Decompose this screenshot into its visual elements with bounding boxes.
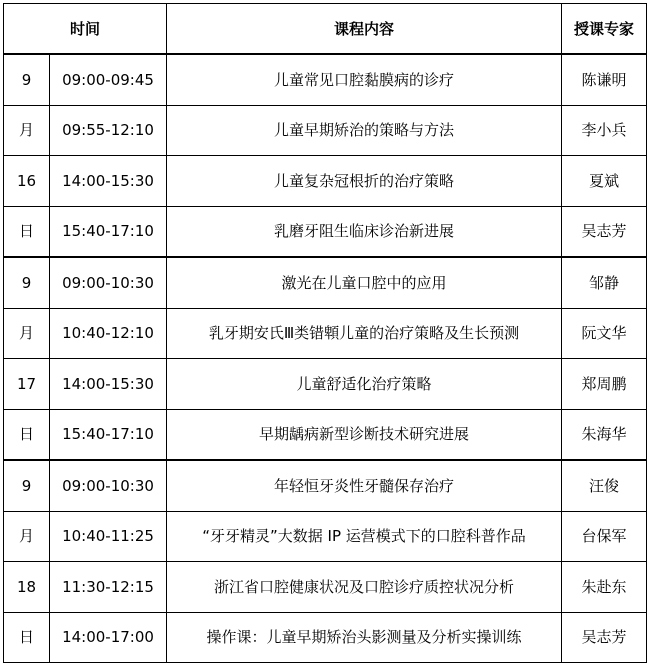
date-char: 月 [4, 308, 50, 359]
table-row [4, 206, 647, 257]
table-row [4, 612, 647, 663]
header-course: 课程内容 [167, 4, 562, 55]
time-cell: 15:40-17:10 [50, 206, 167, 257]
expert-cell: 陈谦明 [562, 54, 647, 105]
table-row [4, 54, 647, 105]
table-row [4, 359, 647, 410]
date-char: 月 [4, 105, 50, 156]
course-cell: 浙江省口腔健康状况及口腔诊疗质控状况分析 [167, 562, 562, 613]
time-cell: 14:00-15:30 [50, 359, 167, 410]
header-time: 时间 [4, 4, 167, 55]
table-row [4, 562, 647, 613]
course-cell: 儿童常见口腔黏膜病的诊疗 [167, 54, 562, 105]
table-row [4, 511, 647, 562]
expert-cell: 朱赴东 [562, 562, 647, 613]
course-cell: 乳牙期安氏Ⅲ类错䫌儿童的治疗策略及生长预测 [167, 308, 562, 359]
time-cell: 14:00-17:00 [50, 612, 167, 663]
table-row [4, 460, 647, 511]
date-char: 16 [4, 156, 50, 207]
table-row [4, 257, 647, 308]
date-char: 17 [4, 359, 50, 410]
time-cell: 09:55-12:10 [50, 105, 167, 156]
time-cell: 09:00-10:30 [50, 460, 167, 511]
course-cell: 儿童舒适化治疗策略 [167, 359, 562, 410]
expert-cell: 吴志芳 [562, 206, 647, 257]
time-cell: 15:40-17:10 [50, 409, 167, 460]
date-char: 9 [4, 54, 50, 105]
date-char: 18 [4, 562, 50, 613]
expert-cell: 台保军 [562, 511, 647, 562]
header-expert: 授课专家 [562, 4, 647, 55]
expert-cell: 汪俊 [562, 460, 647, 511]
table-row [4, 409, 647, 460]
expert-cell: 吴志芳 [562, 612, 647, 663]
time-cell: 11:30-12:15 [50, 562, 167, 613]
expert-cell: 邹静 [562, 257, 647, 308]
course-cell: “牙牙精灵”大数据 IP 运营模式下的口腔科普作品 [167, 511, 562, 562]
expert-cell: 夏斌 [562, 156, 647, 207]
course-cell: 年轻恒牙炎性牙髓保存治疗 [167, 460, 562, 511]
date-char: 日 [4, 206, 50, 257]
time-cell: 09:00-09:45 [50, 54, 167, 105]
date-char: 日 [4, 612, 50, 663]
time-cell: 10:40-11:25 [50, 511, 167, 562]
course-cell: 早期龋病新型诊断技术研究进展 [167, 409, 562, 460]
course-cell: 操作课：儿童早期矫治头影测量及分析实操训练 [167, 612, 562, 663]
course-cell: 激光在儿童口腔中的应用 [167, 257, 562, 308]
course-cell: 儿童复杂冠根折的治疗策略 [167, 156, 562, 207]
expert-cell: 李小兵 [562, 105, 647, 156]
date-char: 9 [4, 257, 50, 308]
expert-cell: 朱海华 [562, 409, 647, 460]
date-char: 月 [4, 511, 50, 562]
date-char: 9 [4, 460, 50, 511]
table-row [4, 105, 647, 156]
expert-cell: 阮文华 [562, 308, 647, 359]
time-cell: 09:00-10:30 [50, 257, 167, 308]
course-cell: 儿童早期矫治的策略与方法 [167, 105, 562, 156]
course-cell: 乳磨牙阻生临床诊治新进展 [167, 206, 562, 257]
time-cell: 10:40-12:10 [50, 308, 167, 359]
date-char: 日 [4, 409, 50, 460]
table-row [4, 308, 647, 359]
table-row [4, 156, 647, 207]
expert-cell: 郑周鹏 [562, 359, 647, 410]
course-schedule-table [3, 3, 647, 663]
time-cell: 14:00-15:30 [50, 156, 167, 207]
table-header-row [4, 4, 647, 55]
